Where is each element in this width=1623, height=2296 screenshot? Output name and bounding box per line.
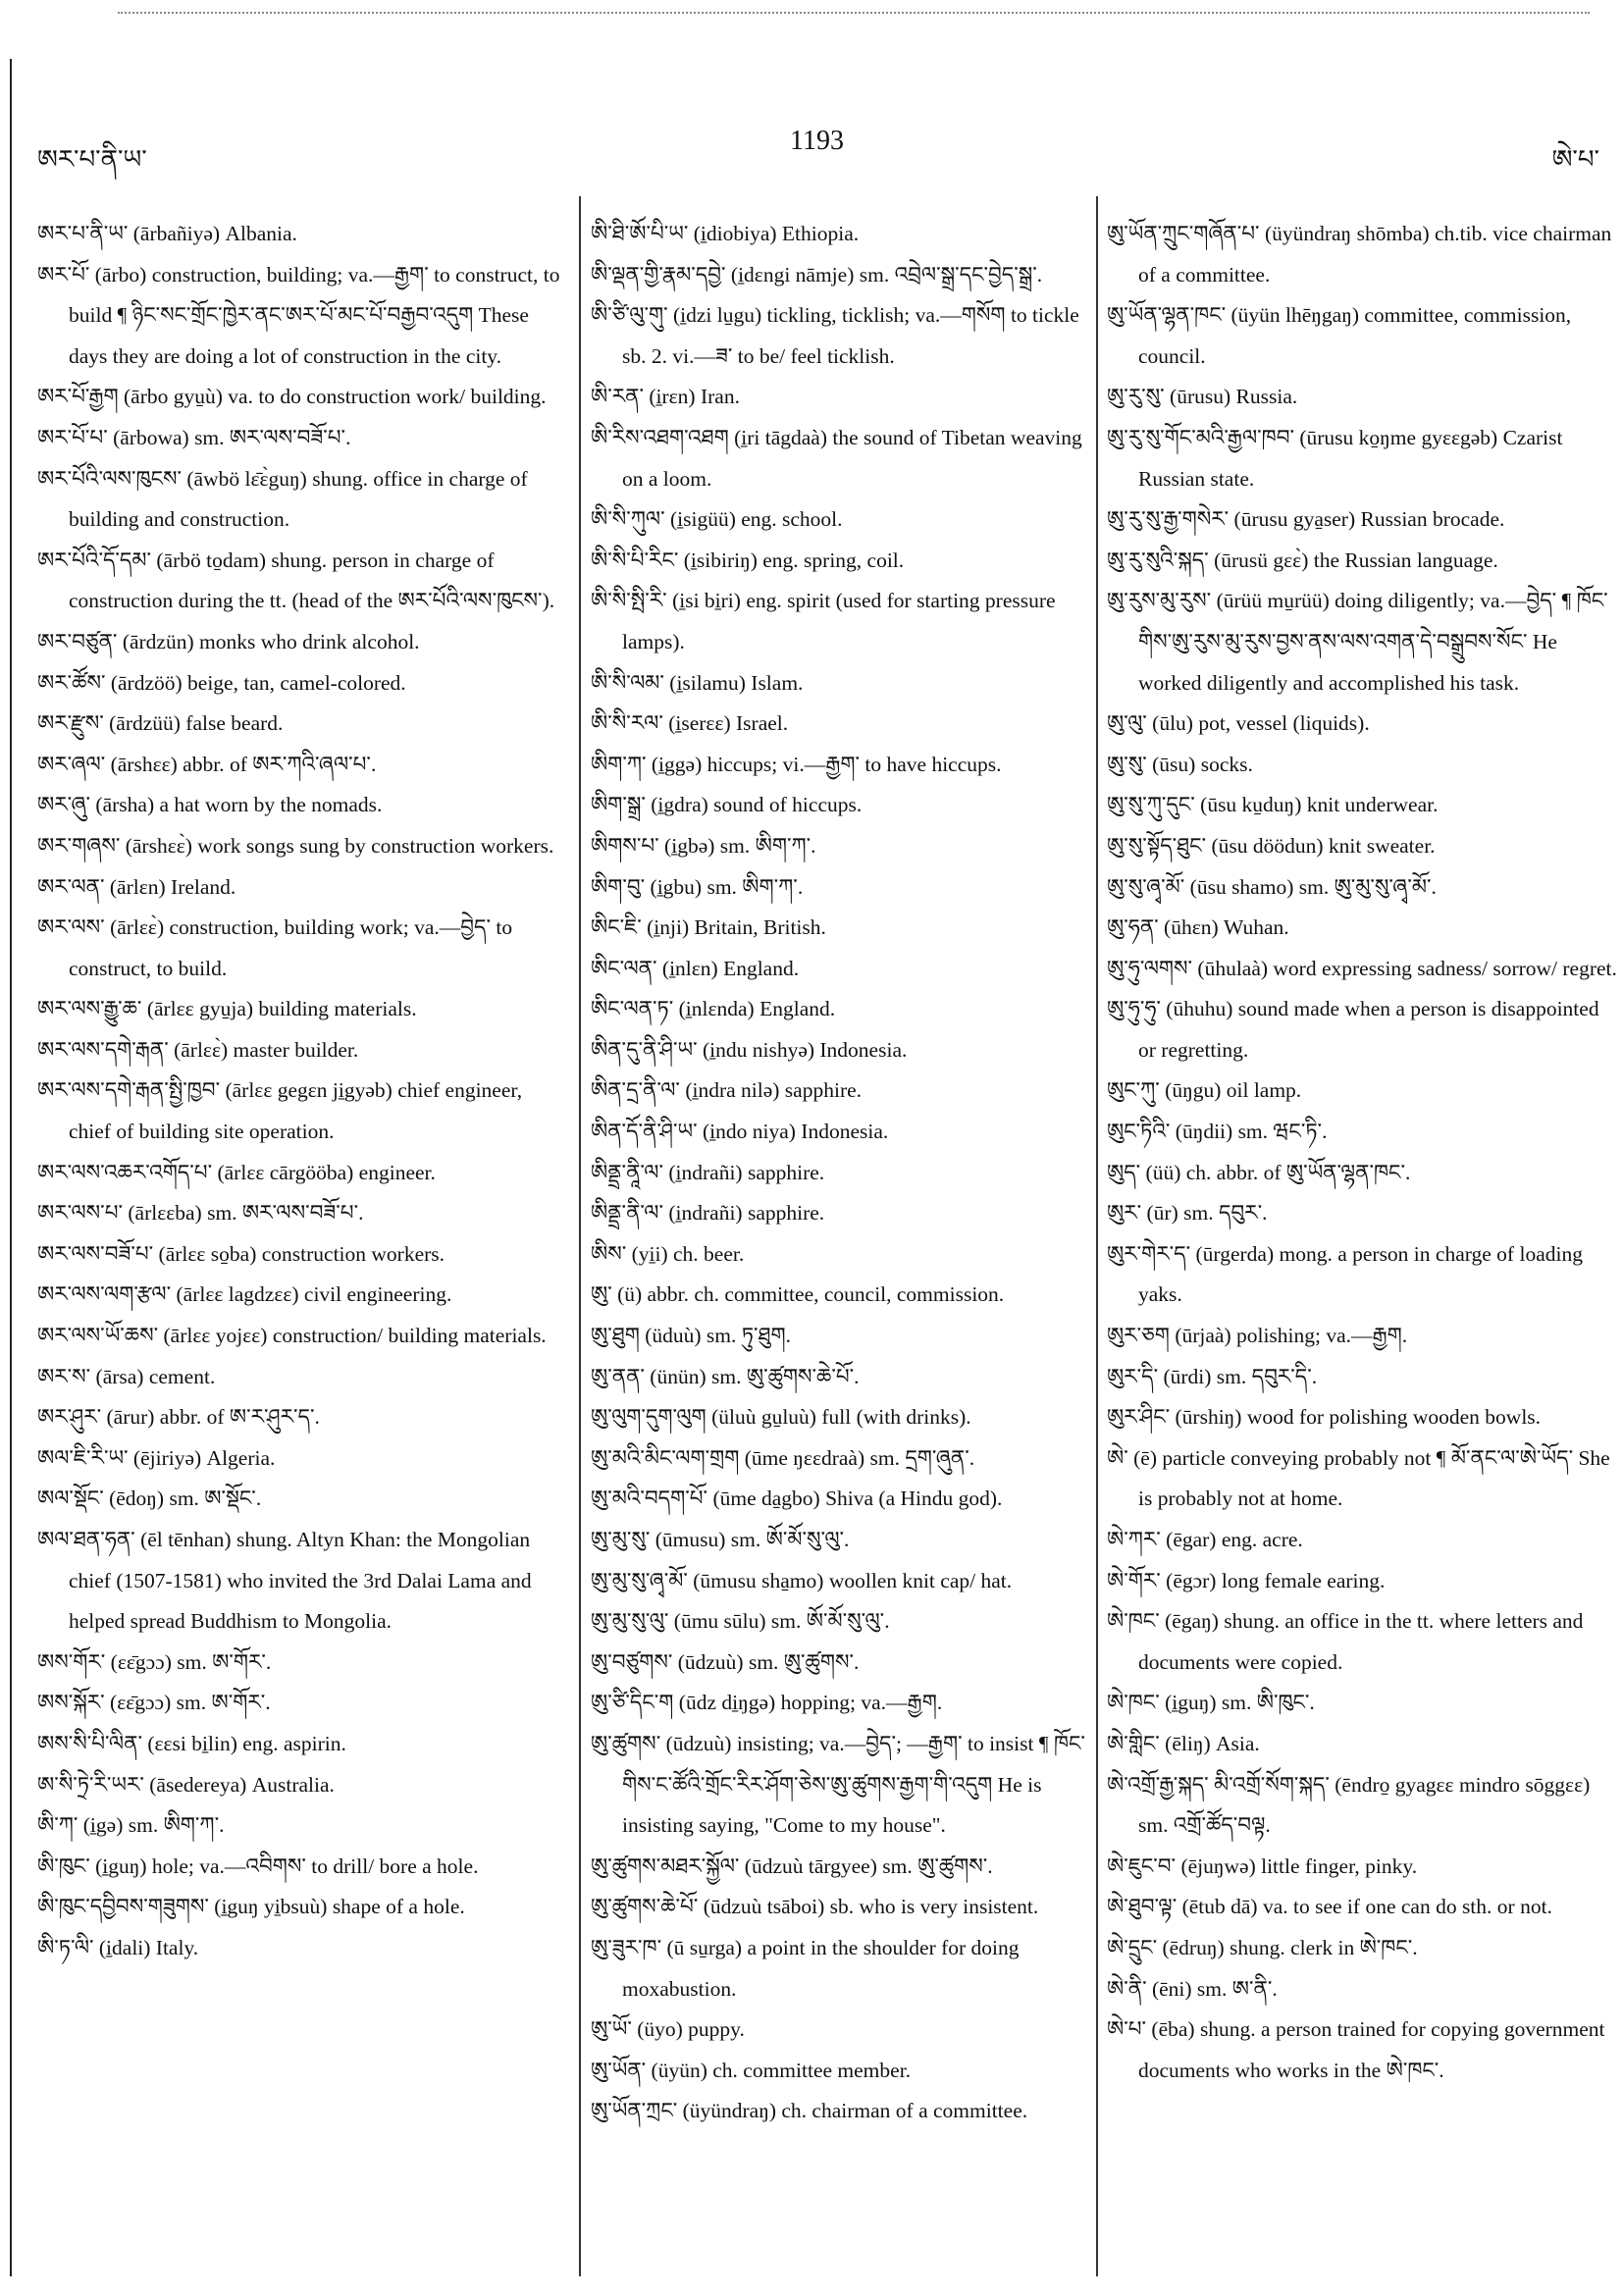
dictionary-entry: ཨར་ལས་འཆར་འགོད་པ་ (ārlɛɛ cārgööba) engineer. (37, 1160, 436, 1184)
dictionary-entry: ཨུ་ལུག་དུག་ལུག (üluù gu̱luù) full (with drinks). (591, 1405, 971, 1430)
dictionary-entry: ཨུ་ཚུགས་ (ūdzuù) insisting; va.—བྱེད་; —རྒྱག་ to insist ¶ ཁོང་གིས་ང་ཚོའི་གྲོང་རིར་ཤོག་ཅེས་ཨུ་ཚུགས་རྒྱག་གི་འདུག He is insisting saying, "Come to my house". (591, 1731, 1085, 1838)
dictionary-entry: ཨེ་ཐུབ་ལྟ་ (ētub dā) va. to see if one can do sth. or not. (1107, 1895, 1552, 1919)
dictionary-entry: ཨར་གཞས་ (ārshɛɛ̀) work songs sung by construction workers. (37, 833, 554, 858)
dictionary-entry: ཨེ་ཇུང་བ་ (ējuŋwə) little finger, pinky. (1107, 1853, 1418, 1878)
dictionary-entry: ཨུ་ཧུ་ལགས་ (ūhulaà) word expressing sadness/ sorrow/ regret. (1107, 956, 1617, 980)
dictionary-entry: ཨུ་ནན་ (ünün) sm. ཨུ་ཚུགས་ཆེ་པོ་. (591, 1364, 860, 1388)
dictionary-entry: ཨི་སི་ལམ་ (i̱silamu) Islam. (591, 670, 804, 695)
dictionary-entry: ཨི་ཏ་ལི་ (i̱dali) Italy. (37, 1935, 199, 1959)
dictionary-entry: ཨར་པོའི་དོ་དམ་ (ārbö to̱dam) shung. person in charge of construction during the tt. (head of the ཨར་པོའི་ལས་ཁུངས་). (37, 548, 555, 613)
page-number: 1193 (790, 126, 844, 156)
dictionary-entry: ཨུ་རུ་སུ་རྒྱ་གསེར་ (ūrusu gya̱ser) Russian brocade. (1107, 507, 1505, 532)
dictionary-entry: ཨིས་ (yi̱i) ch. beer. (591, 1241, 745, 1266)
dictionary-entry: ཨེ་གོར་ (ēgɔr) long female earing. (1107, 1568, 1386, 1592)
dictionary-entry: ཨར་ལས་ཡོ་ཆས་ (ārlɛɛ yojɛɛ) construction/ building materials. (37, 1324, 547, 1348)
dictionary-entry: ཨར་ཞལ་ (ārshɛɛ) abbr. of ཨར་ཀའི་ཞལ་པ་. (37, 752, 377, 776)
dictionary-entry: ཨར་ལས་ (ārlɛɛ̀) construction, building work; va.—བྱེད་ to construct, to build. (37, 915, 513, 980)
dictionary-entry: ཨར་བཙུན་ (ārdzün) monks who drink alcohol. (37, 629, 420, 653)
dictionary-entry: ཨིང་ལན་ (i̱nlɛn) England. (591, 956, 800, 980)
dictionary-entry: ཨུ་རུ་སུའི་སྐད་ (ūrusü gɛɛ̀) the Russian language. (1107, 548, 1498, 572)
dictionary-entry: ཨར་ཤུར་ (ārur) abbr. of ཨ་ར་ཤུར་ད་. (37, 1405, 320, 1430)
dictionary-entry: ཨུ་ཡོན་ལྷན་ཁང་ (üyün lhēŋgaŋ) committee, commission, council. (1107, 303, 1572, 368)
dictionary-entry: ཨུ་ཡོན་ཀྲུང་གཞོན་པ་ (üyündraŋ shōmba) ch.tib. vice chairman of a committee. (1107, 222, 1612, 287)
dictionary-entry: ཨུ་ཐུག (üduù) sm. ཏུ་ཐུག. (591, 1324, 791, 1348)
top-dotted-border (118, 12, 1590, 18)
dictionary-entry: ཨུར་ (ūr) sm. དབུར་. (1107, 1201, 1268, 1226)
dictionary-entry: ཨུ་ (ü) abbr. ch. committee, council, commission. (591, 1282, 1005, 1307)
dictionary-entry: ཨར་ལས་དགེ་རྒན་སྤྱི་ཁྱབ་ (ārlɛɛ gegɛn ji̱gyəb) chief engineer, chief of building site operation. (37, 1078, 523, 1144)
dictionary-entry: ཨུ་ཡོན་ (üyün) ch. committee member. (591, 2058, 912, 2082)
dictionary-entry: ཨི་རན་ (i̱rɛn) Iran. (591, 385, 740, 409)
dictionary-entry: ཨུར་ཅག (ūrjaà) polishing; va.—རྒྱག. (1107, 1324, 1408, 1348)
dictionary-entry: ཨུ་རུ་སུ་ (ūrusu) Russia. (1107, 385, 1298, 409)
dictionary-entry: ཨུ་ཧན་ (ūhɛn) Wuhan. (1107, 915, 1289, 940)
dictionary-entry: ཨུ་རུས་མུ་རུས་ (ūrüü mu̱rüü) doing diligently; va.—བྱེད་ ¶ ཁོང་གིས་ཨུ་རུས་མུ་རུས་བྱས་ནས་ལས་འགན་དེ་བསྒྲུབས་སོང་ He worked diligently and accomplished his task. (1107, 589, 1608, 695)
dictionary-entry: ཨིན་དུ་ནི་ཤི་ཡ་ (i̱ndu nishyə) Indonesia. (591, 1037, 908, 1062)
dictionary-entry: ཨུ་ཚུགས་ཆེ་པོ་ (ūdzuù tsāboi) sb. who is very insistent. (591, 1895, 1039, 1919)
dictionary-entry: ཨུ་སུ་ཞྭ་མོ་ (ūsu shamo) sm. ཨུ་མུ་སུ་ཞྭ་མོ་. (1107, 874, 1437, 899)
left-margin-rule (10, 59, 12, 2276)
dictionary-entry: ཨི་རིས་འཐག་འཐག (i̱ri tāgdaà) the sound of Tibetan weaving on a loom. (591, 425, 1082, 491)
dictionary-entry: ཨས་སྐོར་ (ɛɛ̄gɔɔ) sm. ཨ་གོར་. (37, 1691, 271, 1715)
dictionary-entry: ཨར་པོའི་ལས་ཁུངས་ (āwbö lɛ̄ɛ̀guŋ) shung. office in charge of building and construction. (37, 466, 528, 532)
dictionary-entry: ཨར་ས་ (ārsa) cement. (37, 1364, 216, 1388)
dictionary-entry: ཨུ་མའི་བདག་པོ་ (ūme da̱gbo) Shiva (a Hindu god). (591, 1487, 1003, 1511)
dictionary-entry: ཨིན་དྲ་ནི་ལ་ (i̱ndra nilə) sapphire. (591, 1078, 863, 1103)
dictionary-entry: ཨེ་དྲུང་ (ēdruŋ) shung. clerk in ཨེ་ཁང་. (1107, 1935, 1418, 1959)
right-running-head: ཨེ་པ་ (1551, 145, 1599, 174)
column-3 (1107, 214, 1617, 2274)
column-rule-2 (1096, 196, 1098, 2276)
dictionary-entry: ཨུ་མུ་སུ་ཞྭ་མོ་ (ūmusu sha̱mo) woollen knit cap/ hat. (591, 1568, 1013, 1592)
dictionary-entry: ཨི་ཁུང་ (i̱guŋ) hole; va.—འབིགས་ to drill/ bore a hole. (37, 1853, 479, 1878)
dictionary-entry: ཨི་སི་ཀུལ་ (i̱sigüü) eng. school. (591, 507, 843, 532)
dictionary-entry: ཨུ་ལུ་ (ūlu) pot, vessel (liquids). (1107, 711, 1370, 736)
dictionary-entry: ཨེ་པ་ (ēba) shung. a person trained for copying government documents who works in the ཨེ་ཁང་. (1107, 2017, 1605, 2082)
dictionary-entry: ཨུང་ཀུ་ (ūŋgu) oil lamp. (1107, 1078, 1302, 1103)
dictionary-entry: ཨལ་སྡོང་ (ēdoŋ) sm. ཨ་སྡོང་. (37, 1487, 262, 1511)
dictionary-entry: ཨུ་མུ་སུ་ (ūmusu) sm. ཨོ་མོ་སུ་ལུ་. (591, 1528, 850, 1551)
dictionary-entry: ཨིན་དོ་ནི་ཤི་ཡ་ (i̱ndo niya) Indonesia. (591, 1120, 889, 1144)
dictionary-entry: ཨས་སི་པི་ལིན་ (ɛɛsi bi̱lin) eng. aspirin. (37, 1731, 346, 1755)
dictionary-entry: ཨར་ལས་རྒྱུ་ཆ་ (ārlɛɛ gyu̱ja) building materials. (37, 997, 417, 1021)
dictionary-entry: ཨུ་རུ་སུ་གོང་མའི་རྒྱལ་ཁབ་ (ūrusu ko̱ŋme gyɛɛgəb) Czarist Russian state. (1107, 425, 1563, 491)
dictionary-entry: ཨལ་ཐན་ཧན་ (ēl tēnhan) shung. Altyn Khan: the Mongolian chief (1507-1581) who invited the 3rd Dalai Lama and helped spread Buddhism to Mongolia. (37, 1528, 532, 1634)
dictionary-entry: ཨི་ཁུང་དབྱིབས་གཟུགས་ (i̱guŋ yi̱bsuù) shape of a hole. (37, 1895, 465, 1919)
dictionary-entry: ཨར་ལས་པ་ (ārlɛɛba) sm. ཨར་ལས་བཟོ་པ་. (37, 1201, 364, 1226)
dictionary-entry: ཨིང་ཇི་ (i̱nji) Britain, British. (591, 915, 826, 940)
dictionary-entry: ཨུང་ཏིའི་ (ūŋdii) sm. ཝང་ཏི་. (1107, 1120, 1328, 1144)
dictionary-entry: ཨུར་དི་ (ūrdi) sm. དབུར་དི་. (1107, 1364, 1318, 1388)
dictionary-entry: ཨུ་ཚུགས་མཐར་སྐྱོལ་ (ūdzuù tārgyee) sm. ཨུ་ཚུགས་. (591, 1853, 993, 1878)
dictionary-entry: ཨར་ཞུ་ (ārsha) a hat worn by the nomads. (37, 793, 383, 817)
dictionary-entry: ཨལ་ཇི་རི་ཡ་ (ējiriyə) Algeria. (37, 1445, 276, 1470)
dictionary-entry: ཨུ་ཡོ་ (üyo) puppy. (591, 2017, 745, 2042)
dictionary-entry: ཨི་ཀ་ (i̱gə) sm. ཨིག་ཀ་. (37, 1813, 225, 1838)
dictionary-entry: ཨར་པོ་རྒྱག (ārbo gyu̱ù) va. to do construction work/ building. (37, 385, 547, 409)
dictionary-entry: ཨ་སི་ཏྲེ་རི་ཡར་ (āsedereya) Australia. (37, 1772, 335, 1797)
dictionary-entry: ཨུར་ཤིང་ (ūrshiŋ) wood for polishing wooden bowls. (1107, 1405, 1542, 1430)
dictionary-entry: ཨི་ཙི་ལུ་གུ་ (i̱dzi lu̱gu) tickling, ticklish; va.—གསོག to tickle sb. 2. vi.—ཟ་ to be/ feel ticklish. (591, 303, 1079, 368)
dictionary-entry: ཨར་པ་ནི་ཡ་ (ārbañiyə) Albania. (37, 222, 297, 245)
dictionary-entry: ཨར་པོ་ (ārbo) construction, building; va.—རྒྱག་ to construct, to build ¶ ཉིང་སང་གྲོང་ཁྱེར་ནང་ཨར་པོ་མང་པོ་བརྒྱབ་འདུག These days they are doing a lot of construction in the city. (37, 262, 560, 368)
page-header (0, 126, 1623, 174)
dictionary-entry: ཨིག་སྒྲ་ (i̱gdra) sound of hiccups. (591, 793, 863, 817)
dictionary-entry: ཨི་ཐི་ཨོ་པི་ཡ་ (i̱diobiya) Ethiopia. (591, 222, 860, 245)
dictionary-entry: ཨུ་སུ་སྟོད་ཐུང་ (ūsu döödun) knit sweater. (1107, 833, 1436, 858)
dictionary-entry: ཨེ་ནི་ (ēni) sm. ཨ་ནི་. (1107, 1976, 1278, 2001)
dictionary-entry: ཨིག་ཀ་ (i̱ggə) hiccups; vi.—རྒྱག་ to have hiccups. (591, 752, 1002, 776)
dictionary-entry: ཨར་ལས་ལག་རྩལ་ (ārlɛɛ lagdzɛɛ) civil engineering. (37, 1282, 452, 1307)
dictionary-entry: ཨིནྡྲ་ནཱི་ལ་ (i̱ndrañi) sapphire. (591, 1160, 825, 1184)
dictionary-entry: ཨེ་ཁང་ (i̱guŋ) sm. ཨི་ཁུང་. (1107, 1691, 1315, 1715)
dictionary-entry: ཨི་ལྡན་གྱི་རྣམ་དབྱེ་ (i̱dɛngi nāmje) sm. འབྲེལ་སྒྲ་དང་བྱེད་སྒྲ་. (591, 262, 1043, 287)
dictionary-entry: ཨར་ལན་ (ārlɛn) Ireland. (37, 874, 236, 899)
dictionary-entry: ཨི་སི་རལ་ (i̱serɛɛ) Israel. (591, 711, 789, 736)
dictionary-entry: ཨུ་སུ་ཀུ་དུང་ (ūsu ku̱duŋ) knit underwear. (1107, 793, 1439, 817)
column-2 (591, 214, 1086, 2274)
dictionary-entry: ཨུད་ (üü) ch. abbr. of ཨུ་ཡོན་ལྷན་ཁང་. (1107, 1160, 1411, 1184)
dictionary-entry: ཨུ་མའི་མིང་ལག་གྲག (ūme ŋɛɛdraà) sm. དྲག་ཞུན་. (591, 1445, 975, 1470)
dictionary-entry: ཨིང་ལན་ཏ་ (i̱nlɛnda) England. (591, 997, 836, 1021)
dictionary-entry: ཨུ་ཧུ་ཧུ་ (ūhuhu) sound made when a person is disappointed or regretting. (1107, 997, 1599, 1062)
dictionary-entry: ཨུ་བཙུགས་ (ūdzuù) sm. ཨུ་ཚུགས་. (591, 1649, 860, 1674)
column-rule-1 (579, 196, 581, 2276)
dictionary-entry: ཨི་སི་སྤི་རི་ (i̱si bi̱ri) eng. spirit (used for starting pressure lamps). (591, 589, 1056, 653)
dictionary-entry: ཨུ་ཟུར་ཁ་ (ū su̱rga) a point in the shoulder for doing moxabustion. (591, 1935, 1020, 2001)
dictionary-entry: ཨུར་གེར་ད་ (ūrgerda) mong. a person in charge of loading yaks. (1107, 1241, 1583, 1307)
dictionary-entry: ཨེ་ (ē) particle conveying probably not ¶ མོ་ནང་ལ་ཨེ་ཡོད་ She is probably not at home. (1107, 1445, 1610, 1511)
column-1 (37, 214, 567, 2274)
dictionary-entry: ཨུ་ཙི་དིང་ག (ūdz di̱ŋgə) hopping; va.—རྒྱག. (591, 1691, 943, 1715)
dictionary-entry: ཨུ་མུ་སུ་ལུ་ (ūmu sūlu) sm. ཨོ་མོ་སུ་ལུ་. (591, 1609, 890, 1634)
dictionary-entry: ཨེ་འགྲོ་རྒྱ་སྐད་ མི་འགྲོ་སོག་སྐད་ (ēndro̱ gyagɛɛ mindro sōggɛɛ) sm. འགྲོ་ཚོད་བལྟ. (1107, 1772, 1591, 1838)
dictionary-entry: ཨི་སི་པི་རིང་ (i̱sibiriŋ) eng. spring, coil. (591, 548, 905, 572)
dictionary-entry: ཨིནྡྲ་ནི་ལ་ (i̱ndrañi) sapphire. (591, 1201, 825, 1226)
dictionary-entry: ཨེ་ཀར་ (ēgar) eng. acre. (1107, 1528, 1303, 1551)
dictionary-entry: ཨུ་ཡོན་ཀྲང་ (üyündraŋ) ch. chairman of a committee. (591, 2099, 1028, 2123)
dictionary-entry: ཨར་པོ་པ་ (ārbowa) sm. ཨར་ལས་བཟོ་པ་. (37, 425, 351, 449)
dictionary-entry: ཨེ་གླིང་ (ēliŋ) Asia. (1107, 1731, 1260, 1755)
dictionary-entry: ཨས་གོར་ (ɛɛ̄gɔɔ) sm. ཨ་གོར་. (37, 1649, 272, 1674)
dictionary-entry: ཨར་ལས་བཟོ་པ་ (ārlɛɛ so̱ba) construction workers. (37, 1241, 445, 1266)
dictionary-entry: ཨེ་ཁང་ (ēgaŋ) shung. an office in the tt. where letters and documents were copied. (1107, 1609, 1584, 1674)
left-running-head: ཨར་པ་ནི་ཡ་ (37, 145, 147, 174)
dictionary-entry: ཨིག་བུ་ (i̱gbu) sm. ཨིག་ཀ་. (591, 874, 804, 899)
dictionary-entry: ཨར་རྫུས་ (ārdzüü) false beard. (37, 711, 284, 736)
dictionary-entry: ཨར་ཚོས་ (ārdzöö) beige, tan, camel-colored. (37, 670, 406, 695)
dictionary-entry: ཨུ་སུ་ (ūsu) socks. (1107, 752, 1253, 776)
dictionary-entry: ཨར་ལས་དགེ་རྒན་ (ārlɛɛ̀) master builder. (37, 1037, 359, 1062)
dictionary-entry: ཨིགས་པ་ (i̱gbə) sm. ཨིག་ཀ་. (591, 833, 816, 858)
